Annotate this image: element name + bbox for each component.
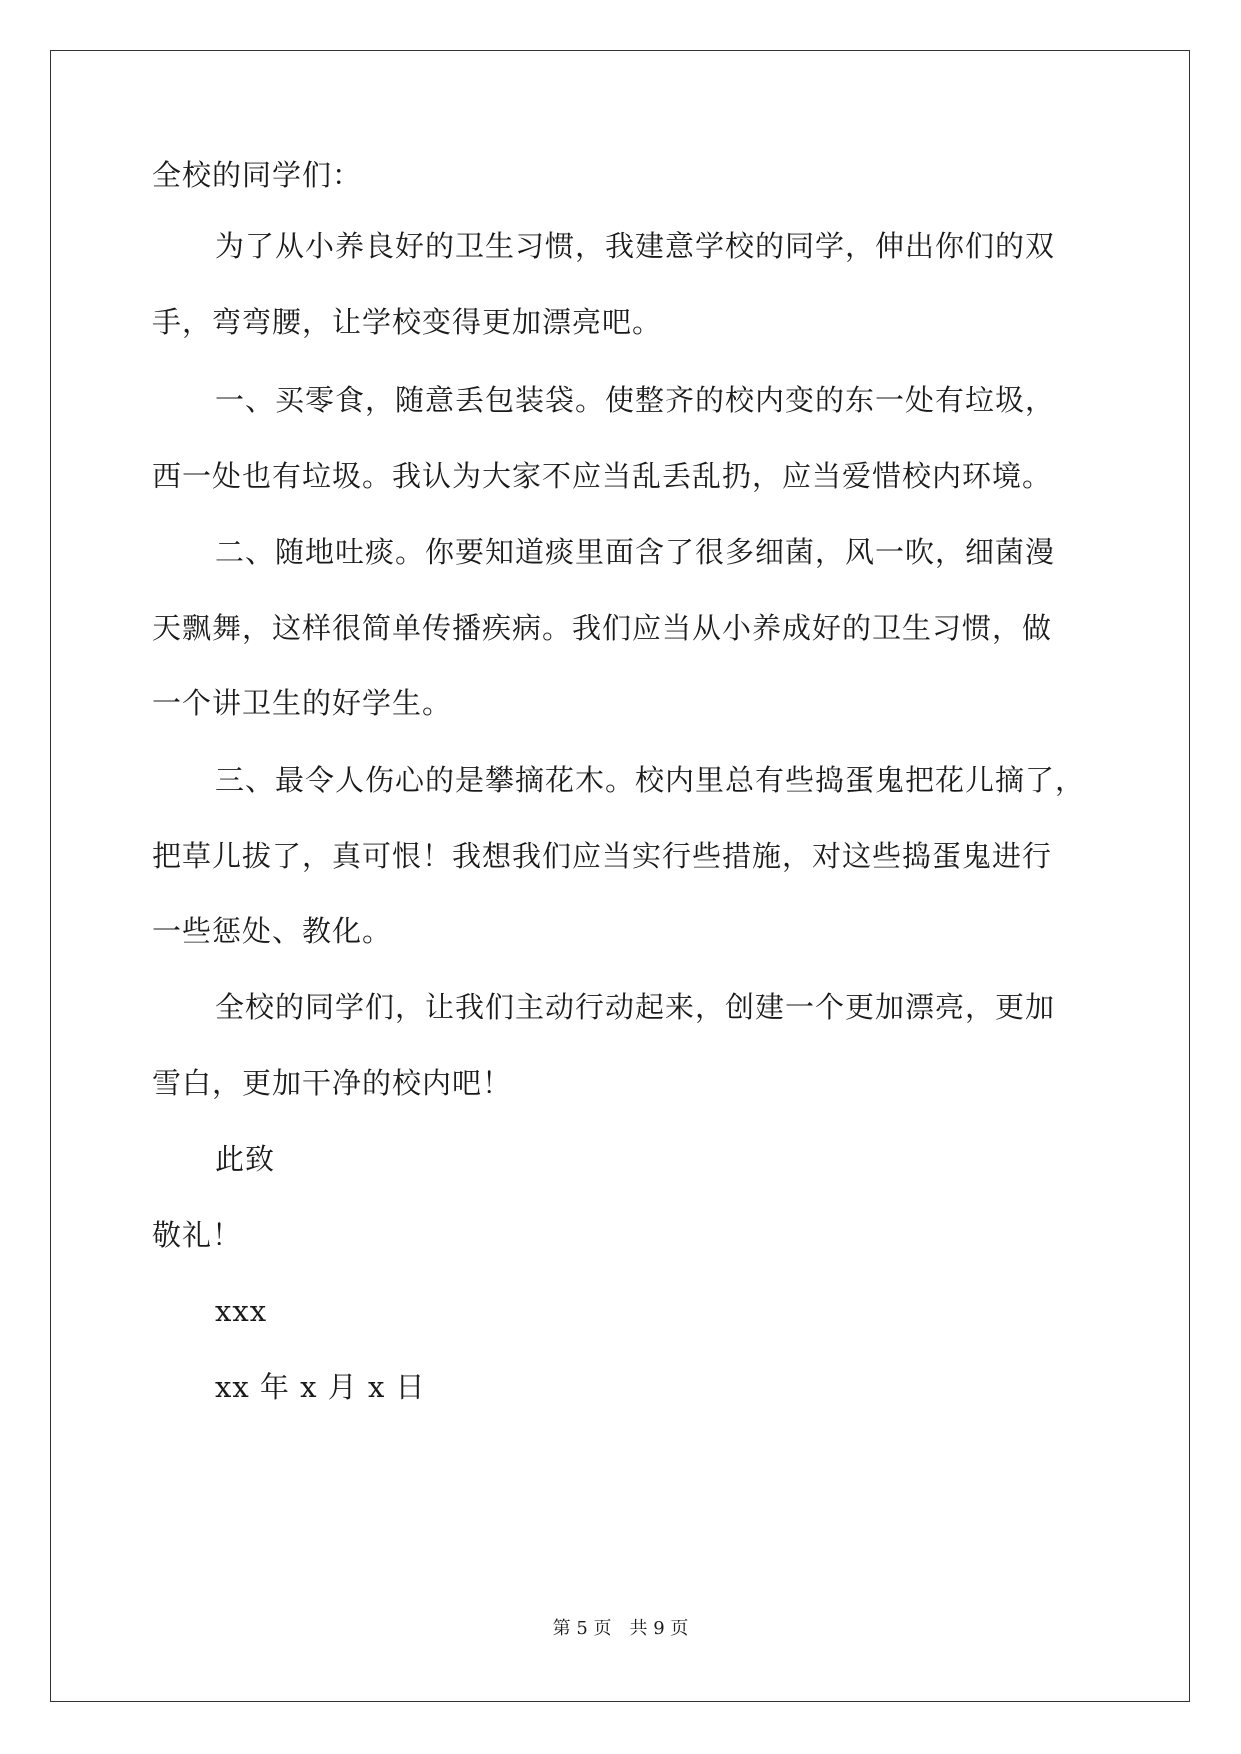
paragraph-1-line-2: 手，弯弯腰，让学校变得更加漂亮吧。: [152, 305, 663, 339]
paragraph-5-line-2: 雪白，更加干净的校内吧！: [152, 1066, 513, 1100]
paragraph-4-line-3: 一些惩处、教化。: [152, 914, 393, 948]
paragraph-1-line-1: 为了从小养良好的卫生习惯，我建意学校的同学，伸出你们的双: [215, 229, 1056, 263]
paragraph-2-line-2: 西一处也有垃圾。我认为大家不应当乱丢乱扔，应当爱惜校内环境。: [152, 459, 1053, 493]
signature: xxx: [215, 1294, 268, 1328]
paragraph-5-line-1: 全校的同学们，让我们主动行动起来，创建一个更加漂亮，更加: [215, 990, 1056, 1024]
page-number-footer: 第 5 页 共 9 页: [552, 1618, 689, 1639]
letter-greeting: 全校的同学们：: [152, 158, 363, 192]
paragraph-2-line-1: 一、买零食，随意丢包装袋。使整齐的校内变的东一处有垃圾，: [215, 383, 1056, 417]
letter-date: xx 年 x 月 x 日: [215, 1370, 426, 1404]
paragraph-3-line-1: 二、随地吐痰。你要知道痰里面含了很多细菌，风一吹，细菌漫: [215, 535, 1056, 569]
paragraph-4-line-1: 三、最令人伤心的是攀摘花木。校内里总有些捣蛋鬼把花儿摘了，: [215, 763, 1086, 797]
closing-regards: 敬礼！: [152, 1218, 243, 1252]
closing-salutation: 此致: [215, 1142, 276, 1176]
page-border: [50, 50, 1190, 1702]
paragraph-3-line-3: 一个讲卫生的好学生。: [152, 686, 453, 720]
paragraph-3-line-2: 天飘舞，这样很简单传播疾病。我们应当从小养成好的卫生习惯，做: [152, 611, 1053, 645]
paragraph-4-line-2: 把草儿拔了，真可恨！我想我们应当实行些措施，对这些捣蛋鬼进行: [152, 839, 1053, 873]
